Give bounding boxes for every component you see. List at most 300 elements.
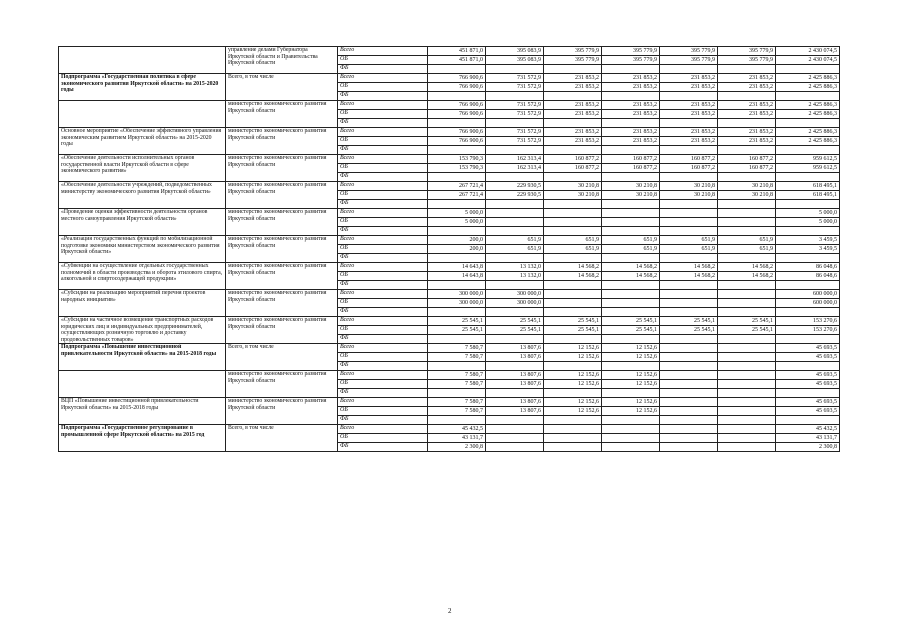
funding-source-cell: ФБ — [338, 335, 428, 344]
year-value-cell: 231 853,2 — [602, 128, 660, 137]
year-value-cell: 13 807,6 — [486, 353, 544, 362]
year-value-cell — [660, 443, 718, 452]
year-value-cell: 395 779,9 — [718, 47, 776, 56]
executor-cell: министерство экономического развития Иркутской области — [226, 263, 338, 290]
funding-source-cell: Всего — [338, 317, 428, 326]
year-value-cell: 25 545,1 — [428, 317, 486, 326]
funding-source-cell: Всего — [338, 101, 428, 110]
year-value-cell: 160 877,2 — [544, 155, 602, 164]
funding-source-cell: ФБ — [338, 443, 428, 452]
year-value-cell: 2 300,8 — [428, 443, 486, 452]
year-value-cell — [602, 416, 660, 425]
year-value-cell — [718, 425, 776, 434]
funding-source-cell: ОБ — [338, 245, 428, 254]
year-value-cell: 231 853,2 — [718, 128, 776, 137]
year-value-cell: 231 853,2 — [718, 137, 776, 146]
year-value-cell — [544, 425, 602, 434]
year-value-cell — [660, 119, 718, 128]
year-value-cell — [428, 416, 486, 425]
year-value-cell: 5 000,0 — [428, 218, 486, 227]
funding-source-cell: ФБ — [338, 119, 428, 128]
year-value-cell — [718, 398, 776, 407]
year-value-cell — [544, 254, 602, 263]
funding-source-cell: ФБ — [338, 146, 428, 155]
funding-source-cell: ОБ — [338, 434, 428, 443]
total-value-cell — [776, 362, 840, 371]
year-value-cell: 231 853,2 — [602, 137, 660, 146]
year-value-cell: 160 877,2 — [718, 164, 776, 173]
funding-source-cell: ОБ — [338, 164, 428, 173]
funding-source-cell: Всего — [338, 398, 428, 407]
year-value-cell — [660, 146, 718, 155]
total-value-cell: 45 693,5 — [776, 353, 840, 362]
year-value-cell — [486, 146, 544, 155]
year-value-cell: 160 877,2 — [544, 164, 602, 173]
year-value-cell — [602, 254, 660, 263]
funding-source-cell: ФБ — [338, 227, 428, 236]
total-value-cell: 86 048,6 — [776, 272, 840, 281]
year-value-cell: 30 210,8 — [718, 191, 776, 200]
year-value-cell — [428, 227, 486, 236]
page-number: 2 — [448, 607, 452, 615]
table-row — [59, 182, 840, 191]
year-value-cell — [544, 65, 602, 74]
total-value-cell: 3 459,5 — [776, 245, 840, 254]
executor-cell: министерство экономического развития Иркутской области — [226, 317, 338, 344]
year-value-cell — [718, 92, 776, 101]
year-value-cell — [428, 146, 486, 155]
year-value-cell: 13 807,6 — [486, 380, 544, 389]
executor-cell: министерство экономического развития Иркутской области — [226, 371, 338, 398]
year-value-cell: 231 853,2 — [544, 137, 602, 146]
year-value-cell: 300 000,0 — [428, 299, 486, 308]
funding-source-cell: ФБ — [338, 362, 428, 371]
year-value-cell — [486, 218, 544, 227]
year-value-cell — [544, 173, 602, 182]
year-value-cell: 160 877,2 — [602, 155, 660, 164]
year-value-cell: 231 853,2 — [718, 110, 776, 119]
executor-cell: министерство экономического развития Иркутской области — [226, 236, 338, 263]
year-value-cell: 12 152,6 — [544, 353, 602, 362]
total-value-cell — [776, 416, 840, 425]
total-value-cell — [776, 308, 840, 317]
year-value-cell: 231 853,2 — [544, 128, 602, 137]
year-value-cell: 12 152,6 — [602, 353, 660, 362]
measure-name-cell: Основное мероприятие «Обеспечение эффективного управления экономическим развитием Иркутской области» на 2015-2020 годы — [59, 128, 226, 155]
year-value-cell: 395 083,9 — [486, 47, 544, 56]
year-value-cell: 231 853,2 — [602, 110, 660, 119]
executor-cell: министерство экономического развития Иркутской области — [226, 209, 338, 236]
year-value-cell: 14 568,2 — [602, 272, 660, 281]
year-value-cell — [544, 434, 602, 443]
year-value-cell: 451 871,0 — [428, 56, 486, 65]
year-value-cell: 766 900,6 — [428, 137, 486, 146]
year-value-cell — [718, 173, 776, 182]
year-value-cell: 12 152,6 — [602, 380, 660, 389]
year-value-cell — [428, 362, 486, 371]
year-value-cell — [486, 281, 544, 290]
year-value-cell: 7 580,7 — [428, 398, 486, 407]
funding-source-cell: Всего — [338, 371, 428, 380]
year-value-cell — [602, 146, 660, 155]
year-value-cell — [486, 308, 544, 317]
year-value-cell: 395 779,9 — [544, 47, 602, 56]
funding-source-cell: ФБ — [338, 254, 428, 263]
year-value-cell — [544, 281, 602, 290]
year-value-cell: 153 790,3 — [428, 155, 486, 164]
table-row — [59, 101, 840, 110]
year-value-cell: 300 000,0 — [486, 290, 544, 299]
year-value-cell — [660, 380, 718, 389]
year-value-cell: 12 152,6 — [544, 371, 602, 380]
total-value-cell — [776, 200, 840, 209]
year-value-cell — [486, 209, 544, 218]
measure-name-cell: Подпрограмма «Государственная политика в сфере экономического развития Иркутской области» на 2015-2020 годы — [59, 74, 226, 101]
funding-source-cell: ФБ — [338, 173, 428, 182]
year-value-cell — [486, 173, 544, 182]
year-value-cell: 731 572,9 — [486, 101, 544, 110]
funding-source-cell: Всего — [338, 155, 428, 164]
year-value-cell — [660, 416, 718, 425]
year-value-cell — [660, 425, 718, 434]
year-value-cell: 13 807,6 — [486, 407, 544, 416]
year-value-cell — [602, 425, 660, 434]
year-value-cell — [486, 443, 544, 452]
executor-cell: министерство экономического развития Иркутской области — [226, 128, 338, 155]
year-value-cell — [602, 200, 660, 209]
year-value-cell — [718, 434, 776, 443]
year-value-cell: 651,9 — [544, 245, 602, 254]
year-value-cell — [602, 443, 660, 452]
total-value-cell: 45 432,5 — [776, 425, 840, 434]
year-value-cell — [428, 254, 486, 263]
year-value-cell — [660, 173, 718, 182]
year-value-cell: 395 779,9 — [602, 56, 660, 65]
year-value-cell: 651,9 — [660, 245, 718, 254]
year-value-cell — [544, 200, 602, 209]
table-row — [59, 155, 840, 164]
total-value-cell: 2 425 886,3 — [776, 74, 840, 83]
year-value-cell: 451 871,0 — [428, 47, 486, 56]
year-value-cell — [486, 227, 544, 236]
total-value-cell: 959 612,5 — [776, 164, 840, 173]
year-value-cell — [718, 290, 776, 299]
year-value-cell: 7 580,7 — [428, 353, 486, 362]
year-value-cell — [544, 290, 602, 299]
year-value-cell — [660, 389, 718, 398]
year-value-cell — [602, 119, 660, 128]
total-value-cell: 2 425 886,3 — [776, 83, 840, 92]
table-row — [59, 425, 840, 434]
funding-source-cell: ФБ — [338, 281, 428, 290]
total-value-cell — [776, 173, 840, 182]
executor-cell: министерство экономического развития Иркутской области — [226, 182, 338, 209]
year-value-cell — [544, 209, 602, 218]
year-value-cell: 231 853,2 — [660, 110, 718, 119]
year-value-cell: 14 568,2 — [544, 272, 602, 281]
funding-source-cell: ОБ — [338, 83, 428, 92]
budget-table — [58, 46, 840, 452]
year-value-cell: 731 572,9 — [486, 83, 544, 92]
year-value-cell: 160 877,2 — [602, 164, 660, 173]
year-value-cell — [602, 290, 660, 299]
year-value-cell: 231 853,2 — [660, 74, 718, 83]
year-value-cell — [602, 65, 660, 74]
measure-name-cell — [59, 371, 226, 398]
year-value-cell — [486, 416, 544, 425]
year-value-cell — [486, 254, 544, 263]
year-value-cell — [544, 299, 602, 308]
funding-source-cell: ФБ — [338, 92, 428, 101]
funding-source-cell: ФБ — [338, 416, 428, 425]
year-value-cell — [660, 281, 718, 290]
measure-name-cell: «Обеспечение деятельности учреждений, подведомственных министерству экономического развития Иркутской области» — [59, 182, 226, 209]
year-value-cell: 12 152,6 — [544, 407, 602, 416]
year-value-cell: 651,9 — [486, 245, 544, 254]
funding-source-cell: Всего — [338, 236, 428, 245]
total-value-cell: 45 693,5 — [776, 344, 840, 353]
year-value-cell: 231 853,2 — [544, 101, 602, 110]
year-value-cell: 25 545,1 — [602, 326, 660, 335]
year-value-cell: 45 432,5 — [428, 425, 486, 434]
year-value-cell: 14 568,2 — [718, 272, 776, 281]
year-value-cell: 160 877,2 — [718, 155, 776, 164]
executor-cell: Всего, в том числе — [226, 425, 338, 452]
year-value-cell: 14 568,2 — [718, 263, 776, 272]
year-value-cell: 267 721,4 — [428, 191, 486, 200]
year-value-cell: 13 132,0 — [486, 272, 544, 281]
year-value-cell — [718, 65, 776, 74]
year-value-cell — [428, 389, 486, 398]
year-value-cell: 14 568,2 — [544, 263, 602, 272]
year-value-cell — [718, 344, 776, 353]
year-value-cell: 395 779,9 — [660, 56, 718, 65]
year-value-cell: 766 900,6 — [428, 74, 486, 83]
year-value-cell: 25 545,1 — [718, 317, 776, 326]
total-value-cell: 45 693,5 — [776, 407, 840, 416]
year-value-cell — [486, 362, 544, 371]
year-value-cell: 231 853,2 — [544, 74, 602, 83]
measure-name-cell — [59, 101, 226, 128]
year-value-cell — [486, 389, 544, 398]
year-value-cell: 30 210,8 — [544, 191, 602, 200]
year-value-cell: 651,9 — [602, 245, 660, 254]
total-value-cell — [776, 227, 840, 236]
year-value-cell — [718, 209, 776, 218]
year-value-cell — [602, 227, 660, 236]
total-value-cell: 2 430 074,5 — [776, 47, 840, 56]
year-value-cell: 395 779,9 — [718, 56, 776, 65]
total-value-cell: 2 300,8 — [776, 443, 840, 452]
funding-source-cell: Всего — [338, 425, 428, 434]
year-value-cell: 231 853,2 — [660, 101, 718, 110]
funding-source-cell: ФБ — [338, 200, 428, 209]
year-value-cell: 13 807,6 — [486, 371, 544, 380]
year-value-cell — [718, 254, 776, 263]
year-value-cell — [660, 209, 718, 218]
year-value-cell: 300 000,0 — [486, 299, 544, 308]
year-value-cell — [428, 119, 486, 128]
year-value-cell: 395 779,9 — [544, 56, 602, 65]
year-value-cell: 731 572,9 — [486, 137, 544, 146]
year-value-cell — [718, 299, 776, 308]
funding-source-cell: ОБ — [338, 110, 428, 119]
year-value-cell — [660, 308, 718, 317]
measure-name-cell: «Проведение оценки эффективности деятельности органов местного самоуправления Иркутской области» — [59, 209, 226, 236]
funding-source-cell: ОБ — [338, 326, 428, 335]
year-value-cell: 12 152,6 — [602, 398, 660, 407]
year-value-cell: 25 545,1 — [486, 326, 544, 335]
year-value-cell — [428, 65, 486, 74]
year-value-cell — [660, 362, 718, 371]
table-row — [59, 398, 840, 407]
year-value-cell — [486, 92, 544, 101]
funding-source-cell: ФБ — [338, 308, 428, 317]
funding-source-cell: ОБ — [338, 272, 428, 281]
year-value-cell — [602, 281, 660, 290]
year-value-cell: 13 807,6 — [486, 344, 544, 353]
year-value-cell: 25 545,1 — [718, 326, 776, 335]
year-value-cell: 231 853,2 — [544, 83, 602, 92]
year-value-cell: 12 152,6 — [544, 398, 602, 407]
year-value-cell: 14 643,8 — [428, 263, 486, 272]
year-value-cell — [718, 362, 776, 371]
total-value-cell: 45 693,5 — [776, 371, 840, 380]
year-value-cell: 30 210,8 — [718, 182, 776, 191]
year-value-cell — [718, 371, 776, 380]
year-value-cell — [428, 335, 486, 344]
funding-source-cell: Всего — [338, 290, 428, 299]
table-row — [59, 128, 840, 137]
year-value-cell: 731 572,9 — [486, 128, 544, 137]
total-value-cell: 2 425 886,3 — [776, 137, 840, 146]
year-value-cell: 300 000,0 — [428, 290, 486, 299]
year-value-cell — [718, 308, 776, 317]
year-value-cell — [718, 353, 776, 362]
year-value-cell: 766 900,6 — [428, 128, 486, 137]
year-value-cell: 651,9 — [660, 236, 718, 245]
total-value-cell: 5 000,0 — [776, 218, 840, 227]
year-value-cell: 12 152,6 — [602, 344, 660, 353]
year-value-cell — [602, 299, 660, 308]
year-value-cell — [718, 416, 776, 425]
year-value-cell — [428, 308, 486, 317]
year-value-cell: 25 545,1 — [660, 326, 718, 335]
funding-source-cell: Всего — [338, 209, 428, 218]
year-value-cell: 651,9 — [544, 236, 602, 245]
year-value-cell — [486, 65, 544, 74]
year-value-cell — [718, 407, 776, 416]
year-value-cell — [718, 200, 776, 209]
year-value-cell: 231 853,2 — [602, 101, 660, 110]
year-value-cell: 25 545,1 — [486, 317, 544, 326]
year-value-cell: 231 853,2 — [660, 83, 718, 92]
year-value-cell: 651,9 — [486, 236, 544, 245]
year-value-cell — [602, 335, 660, 344]
total-value-cell: 959 612,5 — [776, 155, 840, 164]
measure-name-cell: ВЦП «Повышение инвестиционной привлекательности Иркутской области» на 2015-2018 годы — [59, 398, 226, 425]
year-value-cell — [544, 146, 602, 155]
year-value-cell — [718, 281, 776, 290]
year-value-cell — [660, 398, 718, 407]
year-value-cell: 30 210,8 — [602, 182, 660, 191]
year-value-cell — [660, 434, 718, 443]
year-value-cell: 30 210,8 — [544, 182, 602, 191]
year-value-cell: 25 545,1 — [544, 317, 602, 326]
year-value-cell — [428, 200, 486, 209]
year-value-cell — [660, 200, 718, 209]
year-value-cell — [602, 218, 660, 227]
year-value-cell — [486, 200, 544, 209]
year-value-cell — [660, 92, 718, 101]
total-value-cell: 5 000,0 — [776, 209, 840, 218]
year-value-cell: 231 853,2 — [602, 83, 660, 92]
year-value-cell — [660, 353, 718, 362]
total-value-cell: 3 459,5 — [776, 236, 840, 245]
year-value-cell — [544, 362, 602, 371]
total-value-cell: 2 425 886,3 — [776, 110, 840, 119]
year-value-cell — [602, 434, 660, 443]
year-value-cell — [602, 389, 660, 398]
year-value-cell: 231 853,2 — [602, 74, 660, 83]
year-value-cell: 731 572,9 — [486, 110, 544, 119]
measure-name-cell: «Субсидии на реализацию мероприятий перечня проектов народных инициатив» — [59, 290, 226, 317]
year-value-cell: 766 900,6 — [428, 110, 486, 119]
year-value-cell — [718, 389, 776, 398]
total-value-cell: 153 270,6 — [776, 326, 840, 335]
measure-name-cell — [59, 47, 226, 74]
measure-name-cell: Подпрограмма «Повышение инвестиционной привлекательности Иркутской области» на 2015-2018 годы — [59, 344, 226, 371]
year-value-cell: 231 853,2 — [718, 83, 776, 92]
year-value-cell: 160 877,2 — [660, 164, 718, 173]
executor-cell: министерство экономического развития Иркутской области — [226, 398, 338, 425]
total-value-cell: 2 425 886,3 — [776, 101, 840, 110]
year-value-cell: 229 930,5 — [486, 182, 544, 191]
funding-source-cell: ОБ — [338, 56, 428, 65]
year-value-cell: 30 210,8 — [660, 191, 718, 200]
year-value-cell — [602, 92, 660, 101]
year-value-cell: 651,9 — [602, 236, 660, 245]
year-value-cell — [544, 308, 602, 317]
executor-cell: министерство экономического развития Иркутской области — [226, 155, 338, 182]
funding-source-cell: ФБ — [338, 389, 428, 398]
year-value-cell: 25 545,1 — [544, 326, 602, 335]
measure-name-cell: «Обеспечение деятельности исполнительных органов государственной власти Иркутской области в сфере экономического развития» — [59, 155, 226, 182]
funding-source-cell: ОБ — [338, 299, 428, 308]
year-value-cell — [602, 308, 660, 317]
year-value-cell: 30 210,8 — [602, 191, 660, 200]
total-value-cell: 43 131,7 — [776, 434, 840, 443]
budget-table-body — [59, 47, 840, 452]
year-value-cell: 231 853,2 — [660, 137, 718, 146]
executor-cell: министерство экономического развития Иркутской области — [226, 101, 338, 128]
funding-source-cell: ОБ — [338, 218, 428, 227]
year-value-cell: 395 779,9 — [602, 47, 660, 56]
total-value-cell: 2 430 074,5 — [776, 56, 840, 65]
year-value-cell: 43 131,7 — [428, 434, 486, 443]
measure-name-cell: Подпрограмма «Государственное регулирование в промышленной сфере Иркутской области» на 2015 год — [59, 425, 226, 452]
funding-source-cell: Всего — [338, 128, 428, 137]
total-value-cell — [776, 389, 840, 398]
table-row — [59, 344, 840, 353]
year-value-cell: 14 568,2 — [660, 263, 718, 272]
year-value-cell: 13 807,6 — [486, 398, 544, 407]
year-value-cell — [486, 335, 544, 344]
year-value-cell: 7 580,7 — [428, 407, 486, 416]
total-value-cell: 45 693,5 — [776, 398, 840, 407]
year-value-cell — [544, 92, 602, 101]
table-row — [59, 317, 840, 326]
